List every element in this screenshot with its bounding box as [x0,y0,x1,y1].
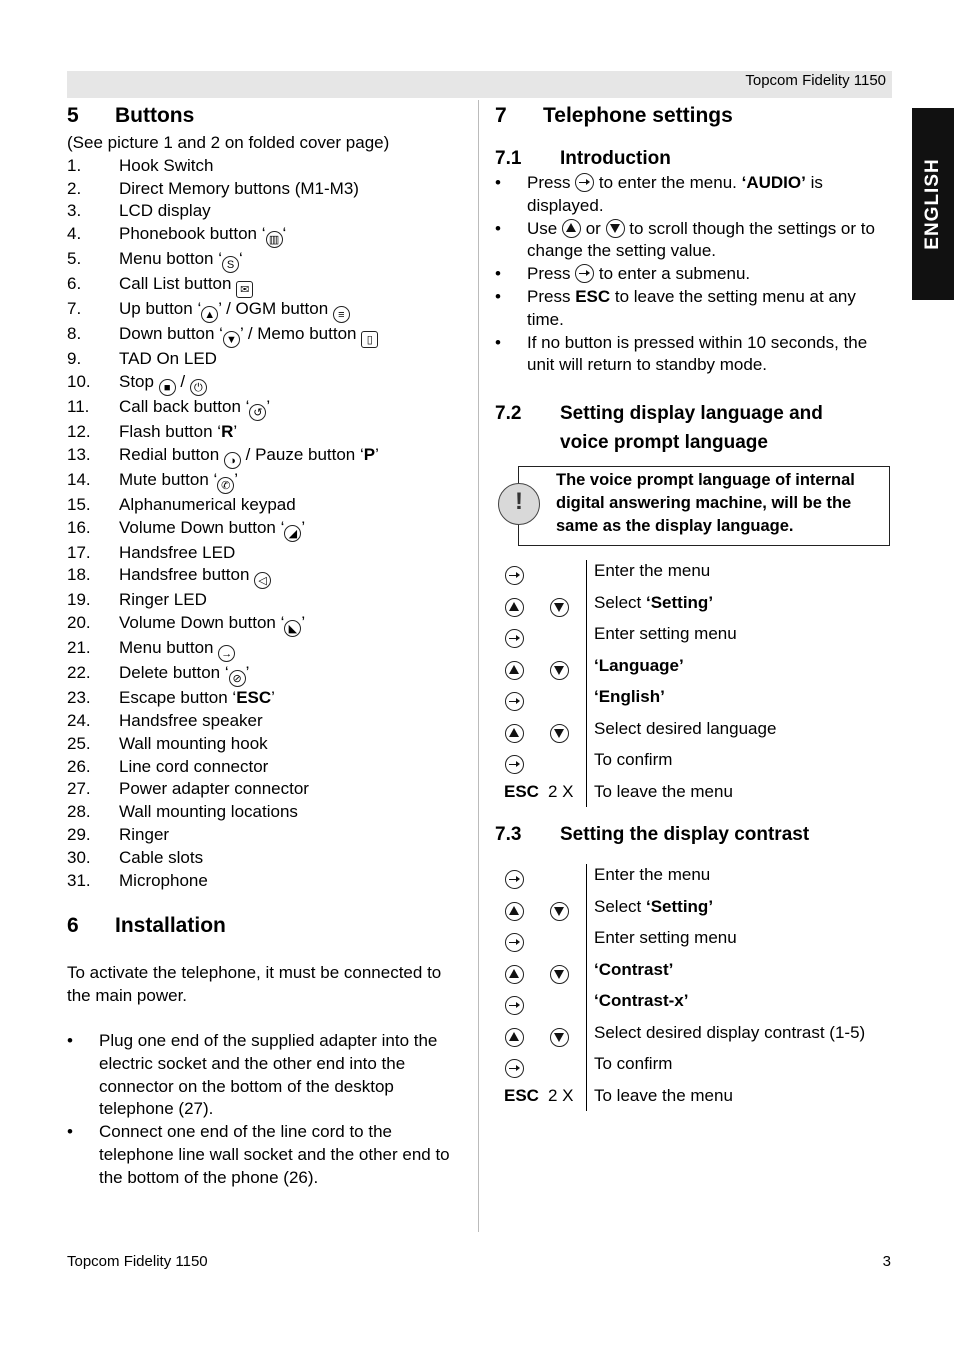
down-arrow-icon [606,219,625,238]
item-text: Redial button [119,444,224,464]
item-number: 10. [67,371,91,391]
section-6-heading [67,914,467,940]
menu-icon: → [218,645,235,662]
up-arrow-icon [505,661,524,680]
item-text: ’ [266,396,271,416]
item-number: 5. [67,249,82,269]
item-text: Flash button ‘ [119,421,222,441]
table-row [502,623,897,655]
list-item [67,564,467,589]
header-bar [67,71,892,98]
buttons-intro: (See picture 1 and 2 on folded cover page) [67,133,390,152]
section-title: Buttons [115,104,195,127]
set-icon: S [222,256,239,273]
delete-icon: ⊘ [229,670,246,687]
section-7-3-heading [495,824,890,848]
list-item [67,273,467,298]
list-item [67,637,467,662]
item-text: Phonebook button ‘ [119,224,266,244]
item-text: Stop [119,371,159,391]
table-row [502,1022,897,1054]
item-text: / Pauze button ‘ [240,444,364,464]
item-number: 4. [67,224,82,244]
step-description: Enter the menu [594,865,711,884]
list-item: • Plug one end of the supplied adapter into the electric socket and the other end into the connector on the bottom of the desktop telephone (27). [67,1030,467,1121]
footer-title: Topcom Fidelity 1150 [67,1253,208,1270]
menu-icon [505,629,524,648]
list-item [67,870,467,893]
down-arrow-icon [550,902,569,921]
subsection-number: 7.1 [495,148,522,169]
item-text: Escape button ‘ [119,688,237,708]
list-item: • Use or to scroll though the settings or to change the setting value. [495,218,890,264]
section-7-2-heading [495,399,890,457]
table-row [502,990,897,1022]
phonebook-icon: ▥ [266,231,283,248]
table-row [502,686,897,718]
list-item [67,542,467,565]
step-description: ‘English’ [594,687,665,706]
down-arrow-icon [550,661,569,680]
list-item [67,323,467,348]
column-divider [586,655,587,687]
step-description: Enter setting menu [594,928,737,947]
list-item [67,396,467,421]
item-number: 21. [67,638,91,658]
list-item: • Press ESC to leave the setting menu at any time. [495,286,890,332]
item-text: Up button ‘ [119,299,202,319]
step-description: Select desired language [594,718,777,738]
item-text: ’ / OGM button [218,299,333,319]
up-arrow-icon [505,965,524,984]
item-text: Call back button ‘ [119,396,250,416]
item-number: 11. [67,396,90,416]
item-text: Wall mounting locations [119,802,298,822]
list-item: • Connect one end of the line cord to the telephone line wall socket and the other end to the bottom of the phone (26). [67,1121,467,1189]
table-row [502,655,897,687]
menu-icon [505,996,524,1015]
table-row [502,959,897,991]
item-number: 29. [67,824,91,844]
item-text: ‘ [239,249,243,269]
item-text: ‘ [282,224,287,244]
item-text: Microphone [119,870,208,890]
menu-icon [505,566,524,585]
column-divider [586,896,587,928]
column-divider [586,718,587,750]
list-item [67,421,467,444]
table-row [502,927,897,959]
item-number: 13. [67,444,91,464]
item-key: ESC [236,688,272,708]
list-item [67,710,467,733]
item-number: 19. [67,590,91,610]
ogm-icon: ≡ [333,306,350,323]
step-description: To confirm [594,750,673,769]
down-arrow-icon [550,1028,569,1047]
section-7-1-heading [495,148,890,172]
up-arrow-icon [505,724,524,743]
item-text: Menu button [119,638,219,658]
item-number: 3. [67,201,82,221]
item-text: Alphanumerical keypad [119,494,296,514]
section-7-heading [495,104,890,130]
redial-icon: ◑ [224,452,241,469]
list-item [67,847,467,870]
list-item: • Press to enter a submenu. [495,263,890,286]
section-number: 5 [67,104,79,127]
subsection-number: 7.3 [495,824,522,845]
table-row [502,718,897,750]
press-count: 2 X [548,1085,574,1105]
column-divider [586,560,587,592]
item-number: 17. [67,542,91,562]
step-description: To leave the menu [594,781,733,801]
column-divider [586,864,587,896]
list-item [67,178,467,201]
item-text: ’ [271,688,275,708]
note-text: The voice prompt language of internal digital answering machine, will be the same as the display language. [556,471,855,535]
column-divider [586,1053,587,1085]
step-description: Select ‘Setting’ [594,592,714,612]
subsection-title: Introduction [560,148,671,169]
list-item [67,517,467,542]
language-tab [912,108,954,300]
item-text: Handsfree LED [119,542,236,562]
item-number: 25. [67,733,91,753]
section-number: 7 [495,104,507,127]
item-number: 7. [67,299,82,319]
introduction-bullets [495,172,890,377]
menu-icon [575,173,594,192]
list-item [67,801,467,824]
subsection-title: Setting the display contrast [560,824,810,845]
note-box [518,466,890,546]
item-text: ’ [233,421,238,441]
table-row [502,1053,897,1085]
item-number: 28. [67,802,91,822]
table-row [502,1085,897,1111]
item-text: Direct Memory buttons (M1-M3) [119,178,359,198]
mute-icon: ✆ [217,477,234,494]
down-arrow-icon [550,724,569,743]
item-text: ’ [301,613,306,633]
up-arrow-icon [505,902,524,921]
list-item [67,589,467,612]
column-divider [586,927,587,959]
item-text: TAD On LED [119,349,217,369]
language-steps-table [502,560,897,807]
item-number: 16. [67,517,91,537]
item-text: Menu botton ‘ [119,249,223,269]
list-item [67,444,467,469]
item-number: 2. [67,178,82,198]
table-row [502,560,897,592]
column-divider [586,623,587,655]
down-arrow-icon: ▼ [223,331,240,348]
list-item [67,248,467,273]
section-5-heading [67,104,467,130]
item-key: R [221,421,234,441]
column-divider [586,1085,587,1111]
list-item: • If no button is pressed within 10 seconds, the unit will return to standby mode. [495,332,890,378]
item-text: ’ [301,517,306,537]
column-divider [586,781,587,807]
item-text: Down button ‘ [119,324,223,344]
menu-icon [505,755,524,774]
up-arrow-icon [562,219,581,238]
list-item [67,371,467,396]
list-item [67,348,467,371]
item-text: Line cord connector [119,756,269,776]
menu-icon [505,692,524,711]
buttons-list [67,155,467,893]
item-number: 14. [67,469,91,489]
menu-icon [505,870,524,889]
installation-paragraph: To activate the telephone, it must be connected to the main power. [67,963,442,1006]
list-item [67,778,467,801]
item-number: 30. [67,847,91,867]
column-divider [478,100,479,1232]
item-text: ’ [375,444,379,464]
list-item [67,494,467,517]
stop-icon: ■ [159,379,176,396]
item-text: Cable slots [119,847,204,867]
item-number: 15. [67,494,91,514]
list-item [67,223,467,248]
column-divider [586,959,587,991]
envelope-icon: ✉ [236,281,253,298]
table-row [502,592,897,624]
list-item [67,612,467,637]
language-tab-label: ENGLISH [922,158,943,250]
list-item [67,687,467,710]
item-number: 6. [67,274,82,294]
list-item [67,469,467,494]
up-arrow-icon: ▲ [201,306,218,323]
step-description: Select desired display contrast (1-5) [594,1022,866,1042]
step-description: ‘Contrast-x’ [594,991,689,1010]
installation-bullets [67,1030,467,1190]
menu-icon [505,1059,524,1078]
item-text: Mute button ‘ [119,469,218,489]
list-item [67,200,467,223]
list-item [67,155,467,178]
subsection-number: 7.2 [495,403,522,425]
section-title: Telephone settings [543,104,733,127]
section-title: Installation [115,914,226,938]
warning-icon [498,483,540,525]
item-text: Ringer [119,824,170,844]
menu-icon [505,933,524,952]
press-count: 2 X [548,781,574,801]
step-description: Select ‘Setting’ [594,896,714,916]
item-text: ’ [245,663,250,683]
volume-down-icon: ◢ [284,525,301,542]
list-item: • Press to enter the menu. ‘AUDIO’ is displayed. [495,172,890,218]
table-row [502,781,897,807]
contrast-steps-table [502,864,897,1111]
item-text: Volume Down button ‘ [119,517,285,537]
item-text: ’ [234,469,239,489]
item-number: 20. [67,613,91,633]
section-number: 6 [67,914,79,938]
item-number: 26. [67,756,91,776]
item-number: 23. [67,688,91,708]
item-number: 24. [67,710,91,730]
column-divider [586,1022,587,1054]
table-row [502,749,897,781]
callback-icon: ↺ [249,404,266,421]
item-number: 8. [67,324,82,344]
column-divider [586,686,587,718]
item-number: 1. [67,155,82,175]
esc-key: ESC [504,1085,539,1105]
table-row [502,896,897,928]
item-number: 27. [67,779,91,799]
list-item [67,824,467,847]
up-arrow-icon [505,1028,524,1047]
step-description: Enter the menu [594,561,711,580]
item-text: LCD display [119,201,211,221]
item-text: Handsfree speaker [119,710,263,730]
list-item [67,733,467,756]
item-text: Volume Down button ‘ [119,613,285,633]
step-description: To leave the menu [594,1085,733,1105]
esc-key: ESC [504,781,539,801]
up-arrow-icon [505,598,524,617]
item-text: Call List button [119,274,237,294]
down-arrow-icon [550,965,569,984]
list-item [67,756,467,779]
list-item [67,662,467,687]
header-title: Topcom Fidelity 1150 [745,72,886,89]
item-text: Wall mounting hook [119,733,268,753]
item-text: / [175,371,190,391]
right-column [495,104,890,457]
item-text: Hook Switch [119,155,214,175]
power-icon: ⏻ [190,379,207,396]
item-text: Ringer LED [119,590,207,610]
column-divider [586,592,587,624]
item-text: Power adapter connector [119,779,309,799]
item-key: P [363,444,376,464]
memo-icon: ▯ [361,331,378,348]
step-description: ‘Language’ [594,655,684,675]
step-description: To confirm [594,1054,673,1073]
column-divider [586,749,587,781]
table-row [502,864,897,896]
step-description: Enter setting menu [594,624,737,643]
down-arrow-icon [550,598,569,617]
item-text: ’ / Memo button [239,324,362,344]
item-number: 22. [67,663,91,683]
list-item [67,298,467,323]
item-number: 31. [67,870,91,890]
volume-down-icon-2: ◣ [284,620,301,637]
handsfree-icon: ◁ [254,572,271,589]
menu-icon [575,264,594,283]
item-number: 18. [67,565,91,585]
item-number: 9. [67,349,82,369]
item-text: Delete button ‘ [119,663,229,683]
left-column [67,104,467,1190]
subsection-title: Setting display language and voice prompt language [560,403,823,454]
step-description: ‘Contrast’ [594,959,674,979]
page-number: 3 [882,1253,891,1270]
column-divider [586,990,587,1022]
item-text: Handsfree button [119,565,255,585]
item-number: 12. [67,421,91,441]
